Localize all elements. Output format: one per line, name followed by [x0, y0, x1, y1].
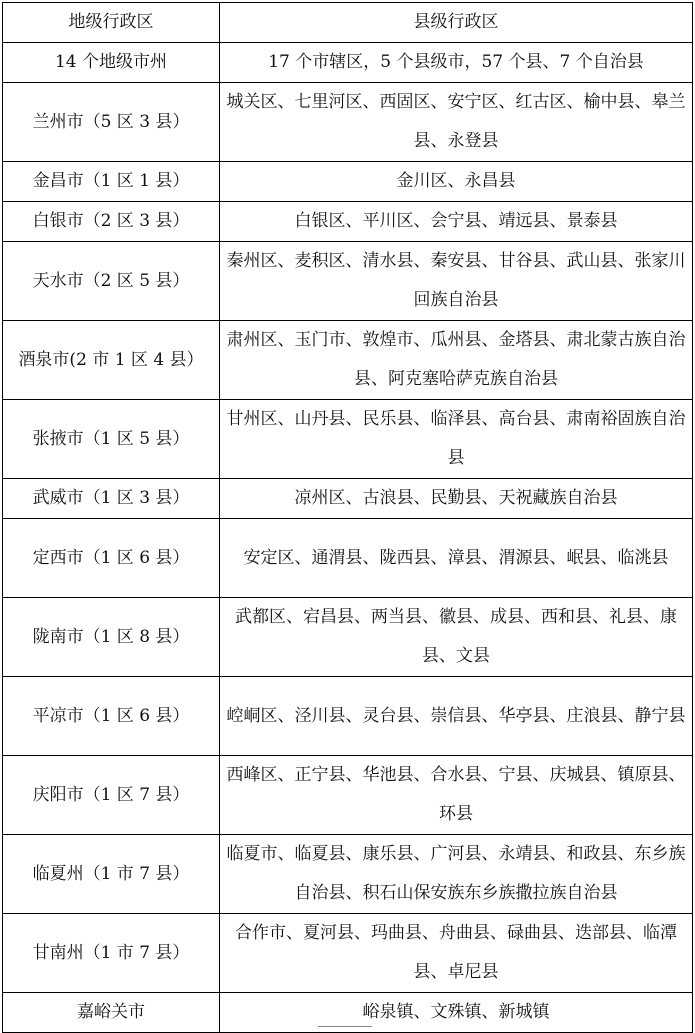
prefecture-cell: 嘉峪关市	[3, 993, 220, 1033]
county-list-cell: 甘州区、山丹县、民乐县、临泽县、高台县、肃南裕固族自治县	[220, 400, 693, 479]
table-row	[3, 519, 693, 598]
table-row	[3, 756, 693, 835]
table-row	[3, 321, 693, 400]
county-list-cell: 峪泉镇、文殊镇、新城镇	[220, 993, 693, 1033]
prefecture-cell: 白银市（2 区 3 县）	[3, 202, 220, 242]
prefecture-cell: 陇南市（1 区 8 县）	[3, 598, 220, 677]
county-list-cell: 白银区、平川区、会宁县、靖远县、景泰县	[220, 202, 693, 242]
prefecture-cell: 天水市（2 区 5 县）	[3, 242, 220, 321]
prefecture-cell: 甘南州（1 市 7 县）	[3, 914, 220, 993]
prefecture-cell: 14 个地级市州	[3, 43, 220, 83]
table-row	[3, 835, 693, 914]
table-row	[3, 202, 693, 242]
county-list-cell: 西峰区、正宁县、华池县、合水县、宁县、庆城县、镇原县、环县	[220, 756, 693, 835]
admin-division-table	[2, 2, 693, 1033]
table-row	[3, 479, 693, 519]
table-row	[3, 677, 693, 756]
prefecture-cell: 酒泉市(2 市 1 区 4 县）	[3, 321, 220, 400]
table-body	[3, 43, 693, 1033]
prefecture-cell: 临夏州（1 市 7 县）	[3, 835, 220, 914]
table-row	[3, 400, 693, 479]
table-row	[3, 914, 693, 993]
prefecture-cell: 平凉市（1 区 6 县）	[3, 677, 220, 756]
page-bottom-mark	[318, 1026, 372, 1028]
table-row	[3, 598, 693, 677]
prefecture-cell: 张掖市（1 区 5 县）	[3, 400, 220, 479]
table-row	[3, 43, 693, 83]
county-list-cell: 城关区、七里河区、西固区、安宁区、红古区、榆中县、皋兰县、永登县	[220, 83, 693, 162]
county-list-cell: 金川区、永昌县	[220, 162, 693, 202]
county-list-cell: 合作市、夏河县、玛曲县、舟曲县、碌曲县、迭部县、临潭县、卓尼县	[220, 914, 693, 993]
table-row	[3, 242, 693, 321]
county-list-cell: 凉州区、古浪县、民勤县、天祝藏族自治县	[220, 479, 693, 519]
county-list-cell: 临夏市、临夏县、康乐县、广河县、永靖县、和政县、东乡族自治县、积石山保安族东乡族撒拉族自治县	[220, 835, 693, 914]
header-prefecture: 地级行政区	[3, 3, 220, 43]
county-list-cell: 秦州区、麦积区、清水县、秦安县、甘谷县、武山县、张家川回族自治县	[220, 242, 693, 321]
prefecture-cell: 金昌市（1 区 1 县）	[3, 162, 220, 202]
prefecture-cell: 兰州市（5 区 3 县）	[3, 83, 220, 162]
county-list-cell: 武都区、宕昌县、两当县、徽县、成县、西和县、礼县、康县、文县	[220, 598, 693, 677]
header-county: 县级行政区	[220, 3, 693, 43]
prefecture-cell: 武威市（1 区 3 县）	[3, 479, 220, 519]
county-list-cell: 崆峒区、泾川县、灵台县、崇信县、华亭县、庄浪县、静宁县	[220, 677, 693, 756]
table-row	[3, 83, 693, 162]
prefecture-cell: 庆阳市（1 区 7 县）	[3, 756, 220, 835]
county-list-cell: 17 个市辖区，5 个县级市，57 个县、7 个自治县	[220, 43, 693, 83]
prefecture-cell: 定西市（1 区 6 县）	[3, 519, 220, 598]
table-header-row	[3, 3, 693, 43]
county-list-cell: 肃州区、玉门市、敦煌市、瓜州县、金塔县、肃北蒙古族自治县、阿克塞哈萨克族自治县	[220, 321, 693, 400]
table-row	[3, 162, 693, 202]
county-list-cell: 安定区、通渭县、陇西县、漳县、渭源县、岷县、临洮县	[220, 519, 693, 598]
